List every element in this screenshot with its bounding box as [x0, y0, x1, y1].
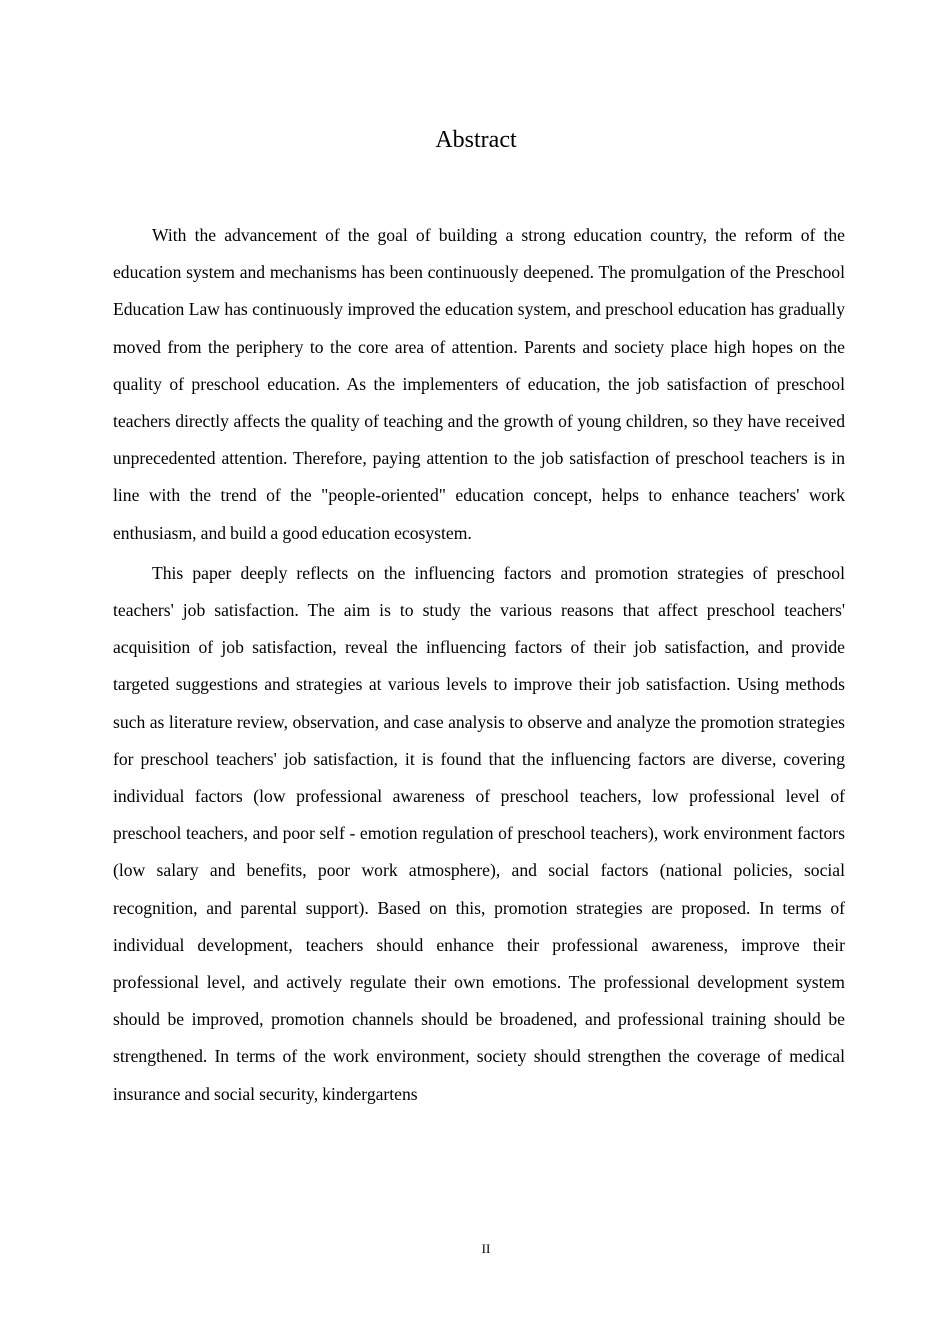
abstract-paragraph-1: With the advancement of the goal of building a strong education country, the reform of the education system and mechanisms has been continuously deepened. The promulgation of the Preschool Education Law has continuously improved the education system, and preschool education has gradually moved from the periphery to the core area of attention. Parents and society place high hopes on the quality of preschool education. As the implementers of education, the job satisfaction of preschool teachers directly affects the quality of teaching and the growth of young children, so they have received unprecedented attention. Therefore, paying attention to the job satisfaction of preschool teachers is in line with the trend of the "people-oriented" education concept, helps to enhance teachers' work enthusiasm, and build a good education ecosystem.	[113, 225, 845, 543]
abstract-paragraph-2: This paper deeply reflects on the influencing factors and promotion strategies of preschool teachers' job satisfaction. The aim is to study the various reasons that affect preschool teachers' acquisition of job satisfaction, reveal the influencing factors of their job satisfaction, and provide targeted suggestions and strategies at various levels to improve their job satisfaction. Using methods such as literature review, observation, and case analysis to observe and analyze the promotion strategies for preschool teachers' job satisfaction, it is found that the influencing factors are diverse, covering individual factors (low professional awareness of preschool teachers, low professional level of preschool teachers, and poor self - emotion regulation of preschool teachers), work environment factors (low salary and benefits, poor work atmosphere), and social factors (national policies, social recognition, and parental support). Based on this, promotion strategies are proposed. In terms of individual development, teachers should enhance their professional awareness, improve their professional level, and actively regulate their own emotions. The professional development system should be improved, promotion channels should be broadened, and professional training should be strengthened. In terms of the work environment, society should strengthen the coverage of medical insurance and social security, kindergartens	[113, 562, 845, 1104]
abstract-title: Abstract	[435, 127, 517, 153]
page-number: II	[481, 1241, 491, 1256]
abstract-body	[113, 217, 845, 1116]
